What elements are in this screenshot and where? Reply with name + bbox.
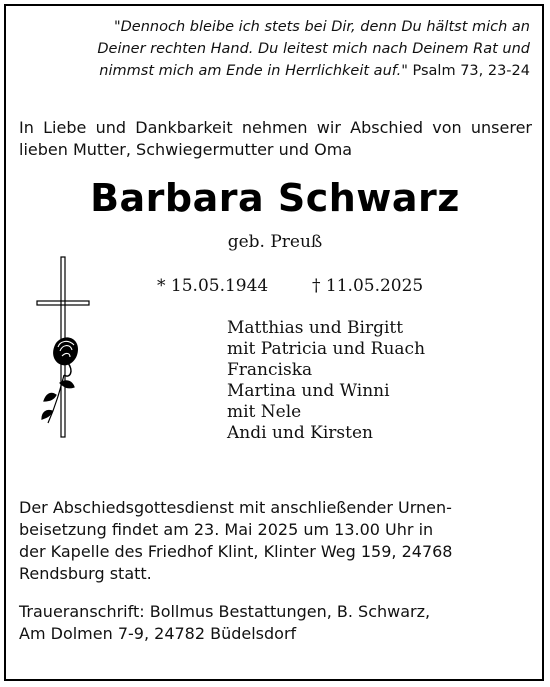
- cross-with-rose-icon: [34, 255, 94, 440]
- mourner-entry: Andi und Kirsten: [227, 423, 373, 443]
- death-date: † 11.05.2025: [312, 276, 424, 296]
- service-line: Der Abschiedsgottesdienst mit anschließender Urnen-: [19, 498, 452, 517]
- mourner-entry: mit Patricia und Ruach: [227, 339, 426, 359]
- mourners-list: [227, 318, 487, 444]
- quote-line-last: [30, 60, 530, 82]
- funeral-service-info: [19, 497, 532, 585]
- mourner-entry: mit Nele: [227, 402, 302, 422]
- bible-quote: [30, 16, 530, 82]
- mourner-entry: Matthias und Birgitt: [227, 318, 404, 338]
- mourner-entry: Franciska: [227, 360, 313, 380]
- quote-line: "Dennoch bleibe ich stets bei Dir, denn Du hältst mich an: [113, 19, 530, 35]
- quote-reference: Psalm 73, 23-24: [412, 63, 530, 79]
- service-line: der Kapelle des Friedhof Klint, Klinter Weg 159, 24768: [19, 542, 453, 561]
- mourner-entry: Martina und Winni: [227, 381, 390, 401]
- address-line: Am Dolmen 7-9, 24782 Büdelsdorf: [19, 624, 297, 643]
- quote-line: Deiner rechten Hand. Du leitest mich nach Deinem Rat und: [97, 41, 530, 57]
- quote-line: nimmst mich am Ende in Herrlichkeit auf.": [99, 63, 408, 79]
- birth-name: geb. Preuß: [227, 232, 323, 252]
- intro-text: In Liebe und Dankbarkeit nehmen wir Abschied von unserer lieben Mutter, Schwiegermutter und Oma: [19, 118, 532, 159]
- address-line: Traueranschrift: Bollmus Bestattungen, B. Schwarz,: [19, 602, 431, 621]
- service-line: beisetzung findet am 23. Mai 2025 um 13.00 Uhr in: [19, 520, 434, 539]
- deceased-name: Barbara Schwarz: [90, 176, 460, 220]
- service-line: Rendsburg statt.: [19, 564, 152, 583]
- condolence-address: [19, 601, 519, 645]
- birth-date: * 15.05.1944: [157, 276, 269, 296]
